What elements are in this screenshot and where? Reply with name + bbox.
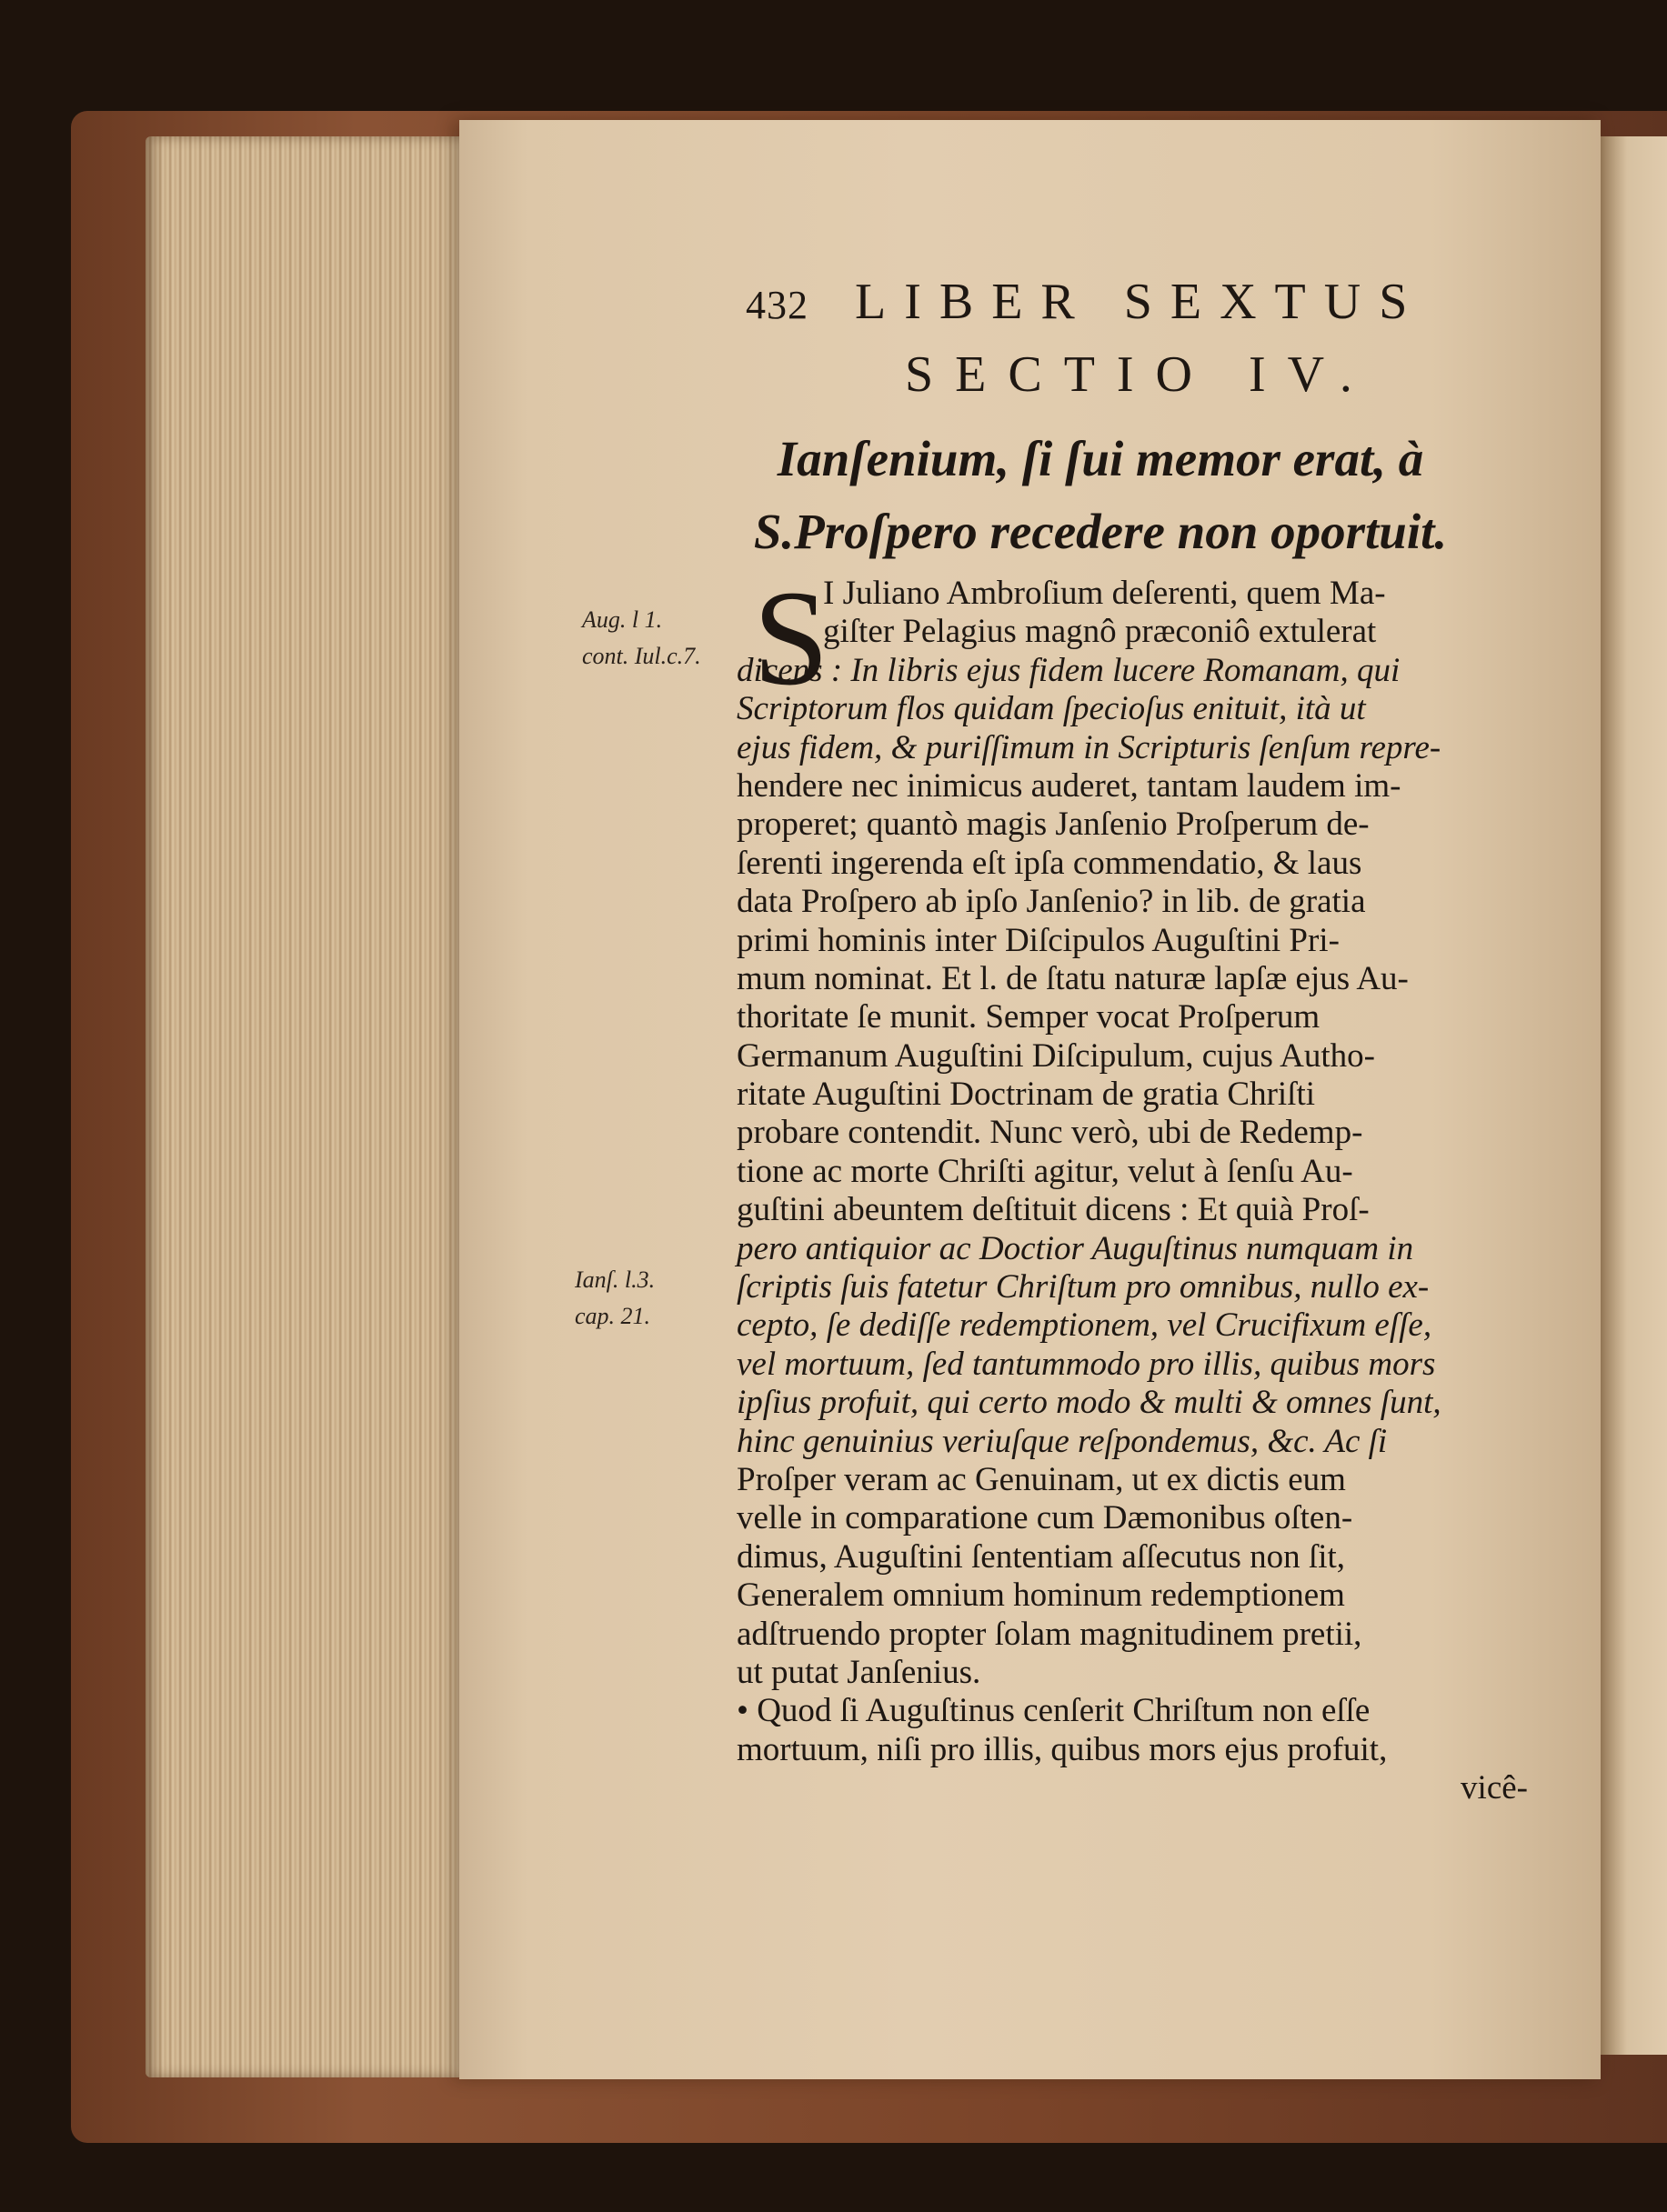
text-line: mortuum, niſi pro illis, quibus mors ejus profuit, (737, 1730, 1388, 1768)
text-line: ſcriptis ſuis fatetur Chriſtum pro omnibus, nullo ex- (737, 1268, 1430, 1306)
catchword: vicê- (1461, 1769, 1528, 1807)
margin-note-line: Ianſ. l.3. (575, 1266, 656, 1293)
text-line: adſtruendo propter ſolam magnitudinem pretii, (737, 1615, 1362, 1653)
text-line: primi hominis inter Diſcipulos Auguſtini Pri- (737, 921, 1340, 959)
text-line: Generalem omnium hominum redemptionem (737, 1576, 1345, 1615)
page-number: 432 (746, 283, 808, 327)
text-line: probare contendit. Nunc verò, ubi de Redemp- (737, 1114, 1363, 1152)
page-edges (146, 136, 473, 2077)
text-line: tione ac morte Chriſti agitur, velut à ſenſu Au- (737, 1152, 1353, 1190)
text-line: I Juliano Ambroſium deſerenti, quem Ma- (823, 575, 1386, 612)
margin-note-line: cont. Iul.c.7. (582, 643, 701, 669)
text-line: ſerenti ingerenda eſt ipſa commendatio, & laus (737, 844, 1362, 882)
text-line: Proſper veram ac Genuinam, ut ex dictis eum (737, 1460, 1346, 1498)
section-label: SECTIO IV. (905, 346, 1374, 403)
text-line: dicens : In libris ejus fidem lucere Romanam, qui (737, 651, 1401, 689)
text-line: guſtini abeuntem deſtituit dicens : Et quià Proſ- (737, 1191, 1370, 1229)
heading-line: S.Proſpero recedere non oportuit. (753, 504, 1448, 559)
text-line: giſter Pelagius magnô præconiô extulerat (823, 613, 1377, 651)
text-line: velle in comparatione cum Dæmonibus oſten- (737, 1499, 1353, 1537)
text-line: ejus fidem, & puriſſimum in Scripturis ſenſum repre- (737, 728, 1441, 766)
margin-note (575, 1262, 655, 1335)
body-text (737, 563, 1528, 1808)
text-line: hinc genuinius veriuſque reſpondemus, &c. Ac ſi (737, 1422, 1388, 1460)
text-line: ritate Auguſtini Doctrinam de gratia Chriſti (737, 1076, 1316, 1114)
text-line: mum nominat. Et l. de ſtatu naturæ lapſæ ejus Au- (737, 959, 1409, 997)
text-line: dimus, Auguſtini ſententiam aſſecutus non ſit, (737, 1537, 1346, 1576)
text-line: Scriptorum flos quidam ſpecioſus enituit, ità ut (737, 690, 1366, 728)
text-line: vel mortuum, ſed tantummodo pro illis, quibus mors (737, 1345, 1436, 1383)
text-line: data Proſpero ab ipſo Janſenio? in lib. de gratia (737, 883, 1366, 921)
margin-note-line: Aug. l 1. (582, 606, 663, 633)
running-title: LIBER SEXTUS (855, 274, 1426, 330)
text-line: thoritate ſe munit. Semper vocat Proſperum (737, 998, 1321, 1036)
text-line: hendere nec inimicus auderet, tantam laudem im- (737, 766, 1401, 805)
text-line: • Quod ſi Auguſtinus cenſerit Chriſtum non eſſe (737, 1692, 1371, 1730)
margin-note (582, 602, 701, 675)
running-header (746, 273, 1437, 330)
section-heading (728, 423, 1473, 568)
text-line: cepto, ſe dediſſe redemptionem, vel Crucifixum eſſe, (737, 1306, 1432, 1345)
text-line: pero antiquior ac Doctior Auguſtinus numquam in (737, 1229, 1414, 1267)
heading-line: Ianſenium, ſi ſui memor erat, à (777, 431, 1424, 486)
drop-cap: S (753, 563, 829, 714)
text-line: ut putat Janſenius. (737, 1653, 981, 1691)
margin-note-line: cap. 21. (575, 1303, 651, 1329)
text-line: properet; quantò magis Janſenio Proſperum de- (737, 806, 1370, 844)
text-line: ipſius profuit, qui certo modo & multi & omnes ſunt, (737, 1384, 1441, 1422)
facing-page-edge (1601, 136, 1667, 2055)
text-line: Germanum Auguſtini Diſcipulum, cujus Autho- (737, 1036, 1375, 1075)
